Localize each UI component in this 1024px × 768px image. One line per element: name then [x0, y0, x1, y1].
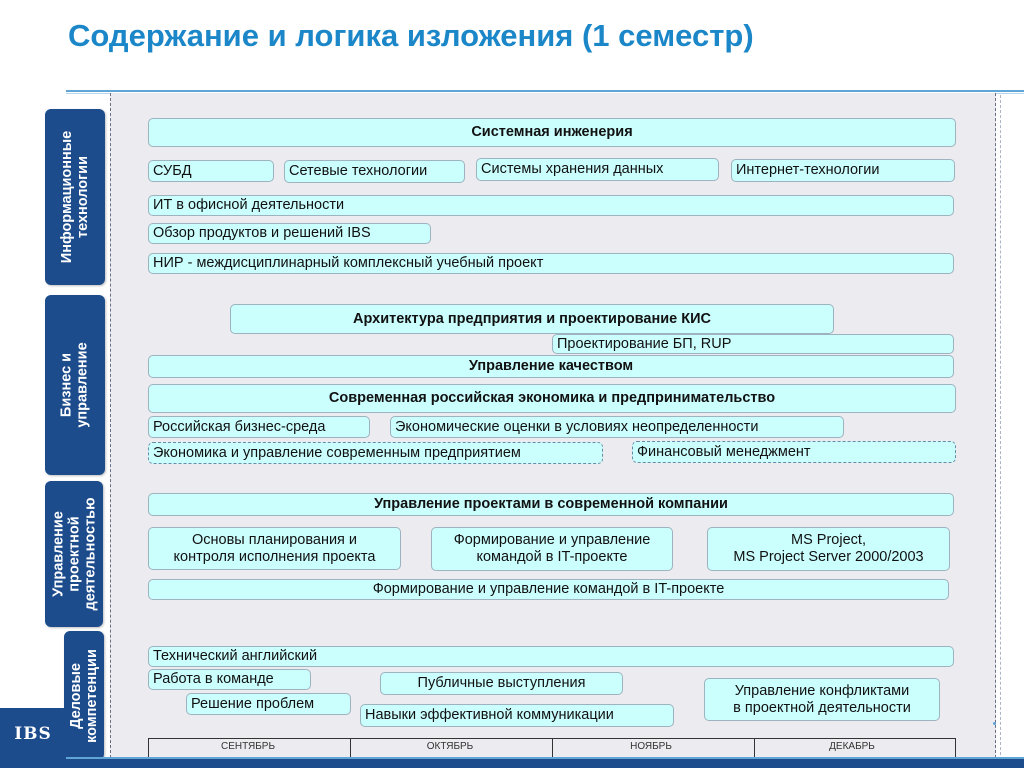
footer-bar [0, 759, 1024, 768]
course-office-it: ИТ в офисной деятельности [148, 195, 954, 216]
course-dbms: СУБД [148, 160, 274, 182]
month-november: НОЯБРЬ [630, 741, 672, 752]
timeline-tick [148, 738, 149, 757]
course-planning: Основы планирования и контроля исполнения проекта [148, 527, 401, 570]
course-enterprise: Экономика и управление современным предприятием [148, 442, 603, 464]
course-internet: Интернет-технологии [731, 159, 955, 182]
course-economy: Современная российская экономика и предпринимательство [148, 384, 956, 413]
timeline-tick [754, 738, 755, 757]
course-bp-design: Проектирование БП, RUP [552, 334, 954, 354]
course-uncertainty: Экономические оценки в условиях неопределенности [390, 416, 844, 438]
course-quality: Управление качеством [148, 355, 954, 378]
edge-divider [1000, 95, 1001, 755]
course-teamwork: Работа в команде [148, 669, 311, 690]
month-december: ДЕКАБРЬ [829, 741, 875, 752]
course-project-management: Управление проектами в современной компании [148, 493, 954, 516]
category-soft-skills: Деловые компетенции [64, 631, 104, 760]
course-architecture: Архитектура предприятия и проектирование КИС [230, 304, 834, 334]
category-it: Информационные технологии [45, 109, 105, 285]
course-ibs-review: Обзор продуктов и решений IBS [148, 223, 431, 244]
course-nir: НИР - междисциплинарный комплексный учебный проект [148, 253, 954, 274]
month-september: СЕНТЯБРЬ [220, 741, 276, 752]
course-problem-solving: Решение проблем [186, 693, 351, 715]
timeline-tick [955, 738, 956, 757]
course-public-speaking: Публичные выступления [380, 672, 623, 695]
timeline-tick [552, 738, 553, 757]
category-project-management: Управление проектной деятельностью [45, 481, 103, 627]
course-english: Технический английский [148, 646, 954, 667]
ibs-logo: IBS [0, 708, 66, 760]
course-team-full: Формирование и управление командой в IT-проекте [148, 579, 949, 600]
course-finance: Финансовый менеджмент [632, 441, 956, 463]
title-rule [66, 90, 1024, 92]
course-communication: Навыки эффективной коммуникации [360, 704, 674, 727]
month-october: ОКТЯБРЬ [426, 741, 474, 752]
course-networks: Сетевые технологии [284, 160, 465, 183]
course-ms-project: MS Project, MS Project Server 2000/2003 [707, 527, 950, 571]
timeline-tick [350, 738, 351, 757]
course-team: Формирование и управление командой в IT-проекте [431, 527, 673, 571]
page-title: Содержание и логика изложения (1 семестр) [68, 18, 754, 53]
course-systems-engineering: Системная инженерия [148, 118, 956, 147]
decorative-dot [993, 722, 996, 725]
course-storage: Системы хранения данных [476, 158, 719, 181]
category-business: Бизнес и управление [45, 295, 105, 475]
course-business-env: Российская бизнес-среда [148, 416, 370, 438]
course-conflicts: Управление конфликтами в проектной деятельности [704, 678, 940, 721]
